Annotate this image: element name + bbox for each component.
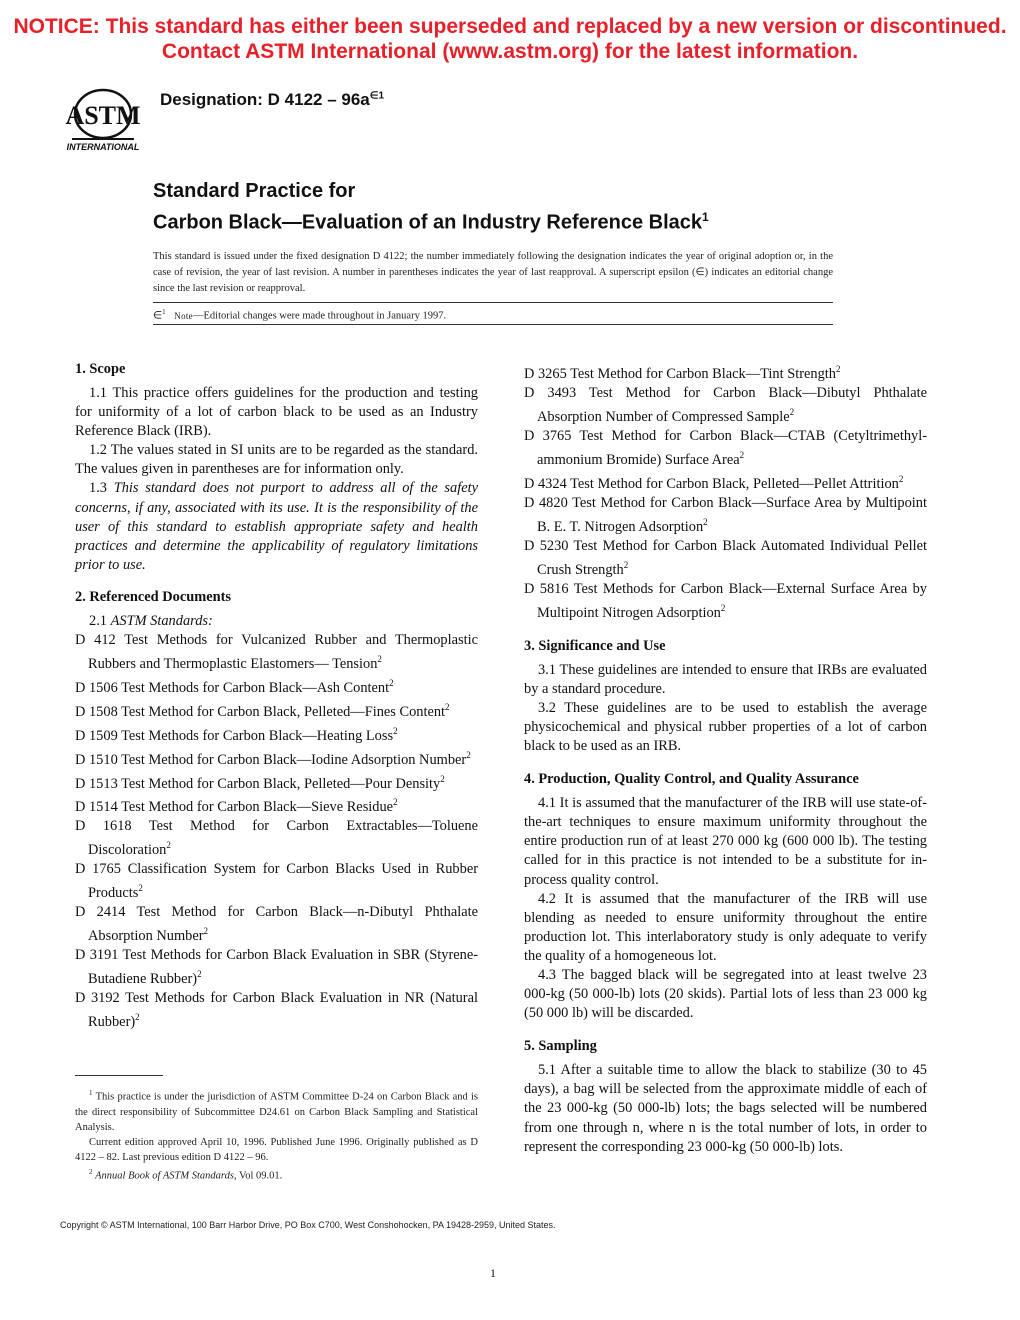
title-line-1: Standard Practice for — [153, 180, 356, 202]
section-heading: 5. Sampling — [524, 1038, 597, 1055]
section-scope — [75, 360, 478, 575]
paragraph: 3.1 These guidelines are intended to ensure that IRBs are evaluated by a standard procedure. — [524, 661, 927, 697]
section-heading: 3. Significance and Use — [524, 637, 666, 654]
section-heading: 1. Scope — [75, 361, 126, 377]
reference-text: D 3493 Test Method for Carbon Black—Dibutyl Phthalate Absorption Number of Compressed Sample — [524, 384, 927, 425]
copyright: Copyright © ASTM International, 100 Barr Harbor Drive, PO Box C700, West Conshohocken, PA 19428-2959, United States. — [60, 1220, 556, 1230]
footnote-1 — [75, 1086, 478, 1135]
notice-line-2: Contact ASTM International (www.astm.org) for the latest information. — [161, 40, 859, 63]
paragraph-number: 2.1 — [89, 612, 111, 629]
right-column — [524, 360, 927, 1157]
reference-footnote-mark: 2 — [466, 749, 471, 760]
paragraph — [75, 479, 478, 574]
designation-sup: ∈1 — [369, 90, 385, 102]
reference-item — [75, 793, 478, 817]
reference-footnote-mark: 2 — [789, 406, 795, 417]
reference-item — [75, 631, 478, 674]
note-epsilon: ∈ — [153, 310, 163, 322]
astm-logo-icon — [60, 88, 146, 154]
reference-item — [75, 722, 478, 746]
reference-text: D 5816 Test Methods for Carbon Black—External Surface Area by Multipoint Nitrogen Adsorption — [524, 580, 927, 621]
logo-caption: INTERNATIONAL — [66, 142, 140, 152]
notice-line-1: NOTICE: This standard has either been superseded and replaced by a new version or discontinued. — [13, 15, 1007, 38]
footnote-mark: 2 — [89, 1167, 93, 1176]
reference-text: D 3192 Test Methods for Carbon Black Evaluation in NR (Natural Rubber) — [75, 990, 478, 1031]
reference-text: D 4820 Test Method for Carbon Black—Surface Area by Multipoint B. E. T. Nitrogen Adsorption — [524, 494, 927, 535]
reference-footnote-mark: 2 — [138, 883, 143, 894]
reference-text: D 1509 Test Methods for Carbon Black—Heating Loss — [75, 727, 394, 744]
paragraph: 3.2 These guidelines are to be used to establish the average physicochemical and physical rubber properties of a lot of carbon black to be used as an IRB. — [524, 699, 927, 755]
footnote-1b: Current edition approved April 10, 1996. Published June 1996. Originally published as D 4122 – 82. Last previous edition D 4122 – 96. — [75, 1136, 478, 1163]
reference-text: D 1765 Classification System for Carbon Blacks Used in Rubber Products — [75, 861, 478, 902]
reference-footnote-mark: 2 — [835, 364, 841, 374]
divider — [153, 302, 833, 303]
reference-item — [75, 946, 478, 989]
section-sampling — [524, 1037, 927, 1156]
reference-footnote-mark: 2 — [440, 773, 445, 784]
reference-footnote-mark: 2 — [393, 725, 398, 736]
reference-item — [524, 384, 927, 427]
reference-text: D 1513 Test Method for Carbon Black, Pelleted—Pour Density — [75, 775, 441, 792]
page-number: 1 — [490, 1266, 496, 1280]
notice-banner — [0, 14, 1020, 64]
reference-footnote-mark: 2 — [623, 559, 629, 570]
reference-footnote-mark: 2 — [377, 654, 382, 665]
section-referenced-documents — [75, 588, 478, 1032]
footnote-text: This practice is under the jurisdiction of ASTM Committee D-24 on Carbon Black and is the direct responsibility of Subcommittee D24.61 on Carbon Black Sampling and Statistical Analysis. — [75, 1091, 479, 1133]
reference-footnote-mark: 2 — [135, 1012, 140, 1023]
paragraph: 4.2 It is assumed that the manufacturer of the IRB will use blending as needed to ensure uniformity throughout the entire production lot. This interlaboratory study is only adequate to verify the quality of a homogeneous lot. — [524, 890, 927, 964]
designation-label: Designation: D 4122 – 96a — [160, 90, 370, 109]
note-text: —Editorial changes were made throughout in January 1997. — [192, 310, 447, 322]
reference-item — [75, 770, 478, 794]
reference-text: D 3765 Test Method for Carbon Black—CTAB (Cetyltrimethyl-ammonium Bromide) Surface Area — [524, 427, 927, 468]
footnotes — [75, 1086, 478, 1183]
note-epsilon-sup: 1 — [162, 308, 166, 316]
editorial-note — [153, 308, 446, 322]
footnote-mark: 1 — [89, 1089, 93, 1097]
reference-text: D 1506 Test Methods for Carbon Black—Ash Content — [75, 679, 390, 696]
reference-footnote-mark: 2 — [445, 701, 450, 712]
footnote-2 — [75, 1165, 478, 1184]
footnote-volume: , Vol 09.01. — [233, 1170, 283, 1181]
reference-item — [75, 817, 478, 860]
paragraph: 5.1 After a suitable time to allow the black to stabilize (30 to 45 days), a bag will be selected from the approximate middle of each of the 23 000-kg (50 000-lb) lots; the bags selected will be numbered from one through n, where n is the total number of lots, in order to represent the corresponding 23 000-kg (50 000-lb) lots. — [524, 1062, 927, 1155]
reference-text: D 3265 Test Method for Carbon Black—Tint Strength — [524, 365, 836, 382]
svg-text:ASTM: ASTM — [65, 101, 141, 130]
reference-item — [75, 698, 478, 722]
reference-footnote-mark: 2 — [203, 926, 209, 937]
reference-footnote-mark: 2 — [739, 449, 745, 460]
section-significance — [524, 637, 927, 756]
paragraph: 4.3 The bagged black will be segregated into at least twelve 23 000-kg (50 000-lb) lots (20 skids). Partial lots of less than 23 000 kg (50 000 lb) will be discarded. — [524, 967, 927, 1022]
reference-item — [75, 903, 478, 946]
paragraph: 4.1 It is assumed that the manufacturer of the IRB will use state-of-the-art techniques to ensure maximum uniformity throughout the entire production run of at least 270 000 kg (600 000 lb). The testing called for in this practice is not intended to be a substitute for in-process quality control. — [524, 795, 927, 888]
section-production — [524, 770, 927, 1023]
safety-caveat: This standard does not purport to address all of the safety concerns, if any, associated with its use. It is the responsibility of the user of this standard to establish appropriate safety and health practices and determine the applicability of regulatory limitations prior to use. — [75, 480, 478, 573]
designation — [160, 90, 384, 110]
reference-item — [524, 580, 927, 623]
paragraph: 1.1 This practice offers guidelines for the production and testing for uniformity of a lot of carbon black to be used as an Industry Reference Black (IRB). — [75, 385, 478, 440]
reference-item — [75, 989, 478, 1032]
reference-text: D 4324 Test Method for Carbon Black, Pelleted—Pellet Attrition — [524, 475, 899, 492]
reference-item — [524, 494, 927, 537]
reference-text: D 2414 Test Method for Carbon Black—n-Dibutyl Phthalate Absorption Number — [75, 904, 478, 945]
reference-text: D 5230 Test Method for Carbon Black Automated Individual Pellet Crush Strength — [524, 537, 927, 578]
reference-footnote-mark: 2 — [166, 840, 171, 851]
reference-text: D 1510 Test Method for Carbon Black—Iodine Adsorption Number — [75, 751, 467, 768]
page-title — [153, 178, 709, 236]
reference-list — [75, 631, 478, 1032]
section-heading: 2. Referenced Documents — [75, 588, 231, 605]
reference-footnote-mark: 2 — [393, 797, 398, 808]
reference-footnote-mark: 2 — [898, 473, 904, 484]
title-footnote-mark: 1 — [702, 210, 709, 224]
reference-item — [75, 860, 478, 903]
reference-text: D 412 Test Methods for Vulcanized Rubber and Thermoplastic Rubbers and Thermoplastic Elastomers— Tension — [75, 632, 478, 672]
footnote-divider — [75, 1075, 163, 1076]
paragraph-number: 1.3 — [89, 480, 114, 497]
reference-footnote-mark: 2 — [720, 602, 726, 613]
reference-text: D 3191 Test Methods for Carbon Black Evaluation in SBR (Styrene-Butadiene Rubber) — [75, 947, 478, 988]
reference-item — [524, 470, 927, 494]
reference-text: D 1508 Test Method for Carbon Black, Pelleted—Fines Content — [75, 703, 446, 720]
subsection-label — [75, 612, 478, 631]
footnote-book-title: Annual Book of ASTM Standards — [95, 1170, 234, 1181]
reference-text: D 1514 Test Method for Carbon Black—Sieve Residue — [75, 799, 394, 816]
divider — [153, 324, 833, 325]
reference-item — [524, 537, 927, 580]
paragraph: 1.2 The values stated in SI units are to be regarded as the standard. The values given in parentheses are for information only. — [75, 442, 478, 478]
note-label: Note — [174, 310, 193, 321]
section-heading: 4. Production, Quality Control, and Quality Assurance — [524, 771, 859, 788]
reference-footnote-mark: 2 — [703, 516, 708, 527]
reference-footnote-mark: 2 — [197, 969, 202, 980]
left-column — [75, 360, 478, 1032]
reference-list — [524, 360, 927, 623]
reference-item — [524, 360, 927, 384]
reference-footnote-mark: 2 — [389, 678, 394, 689]
reference-item — [75, 746, 478, 770]
reference-text: D 1618 Test Method for Carbon Extractables—Toluene Discoloration — [75, 818, 478, 859]
reference-item — [524, 427, 927, 470]
title-line-2: Carbon Black—Evaluation of an Industry Reference Black — [153, 211, 703, 234]
reference-item — [75, 674, 478, 698]
issued-statement: This standard is issued under the fixed designation D 4122; the number immediately following the designation indicates the year of original adoption or, in the case of revision, the year of last revision. A number in parentheses indicates the year of last reapproval. A superscript epsilon (∈) indicates an editorial change since the last revision or reapproval. — [153, 251, 833, 294]
subsection-title: ASTM Standards: — [110, 612, 213, 629]
